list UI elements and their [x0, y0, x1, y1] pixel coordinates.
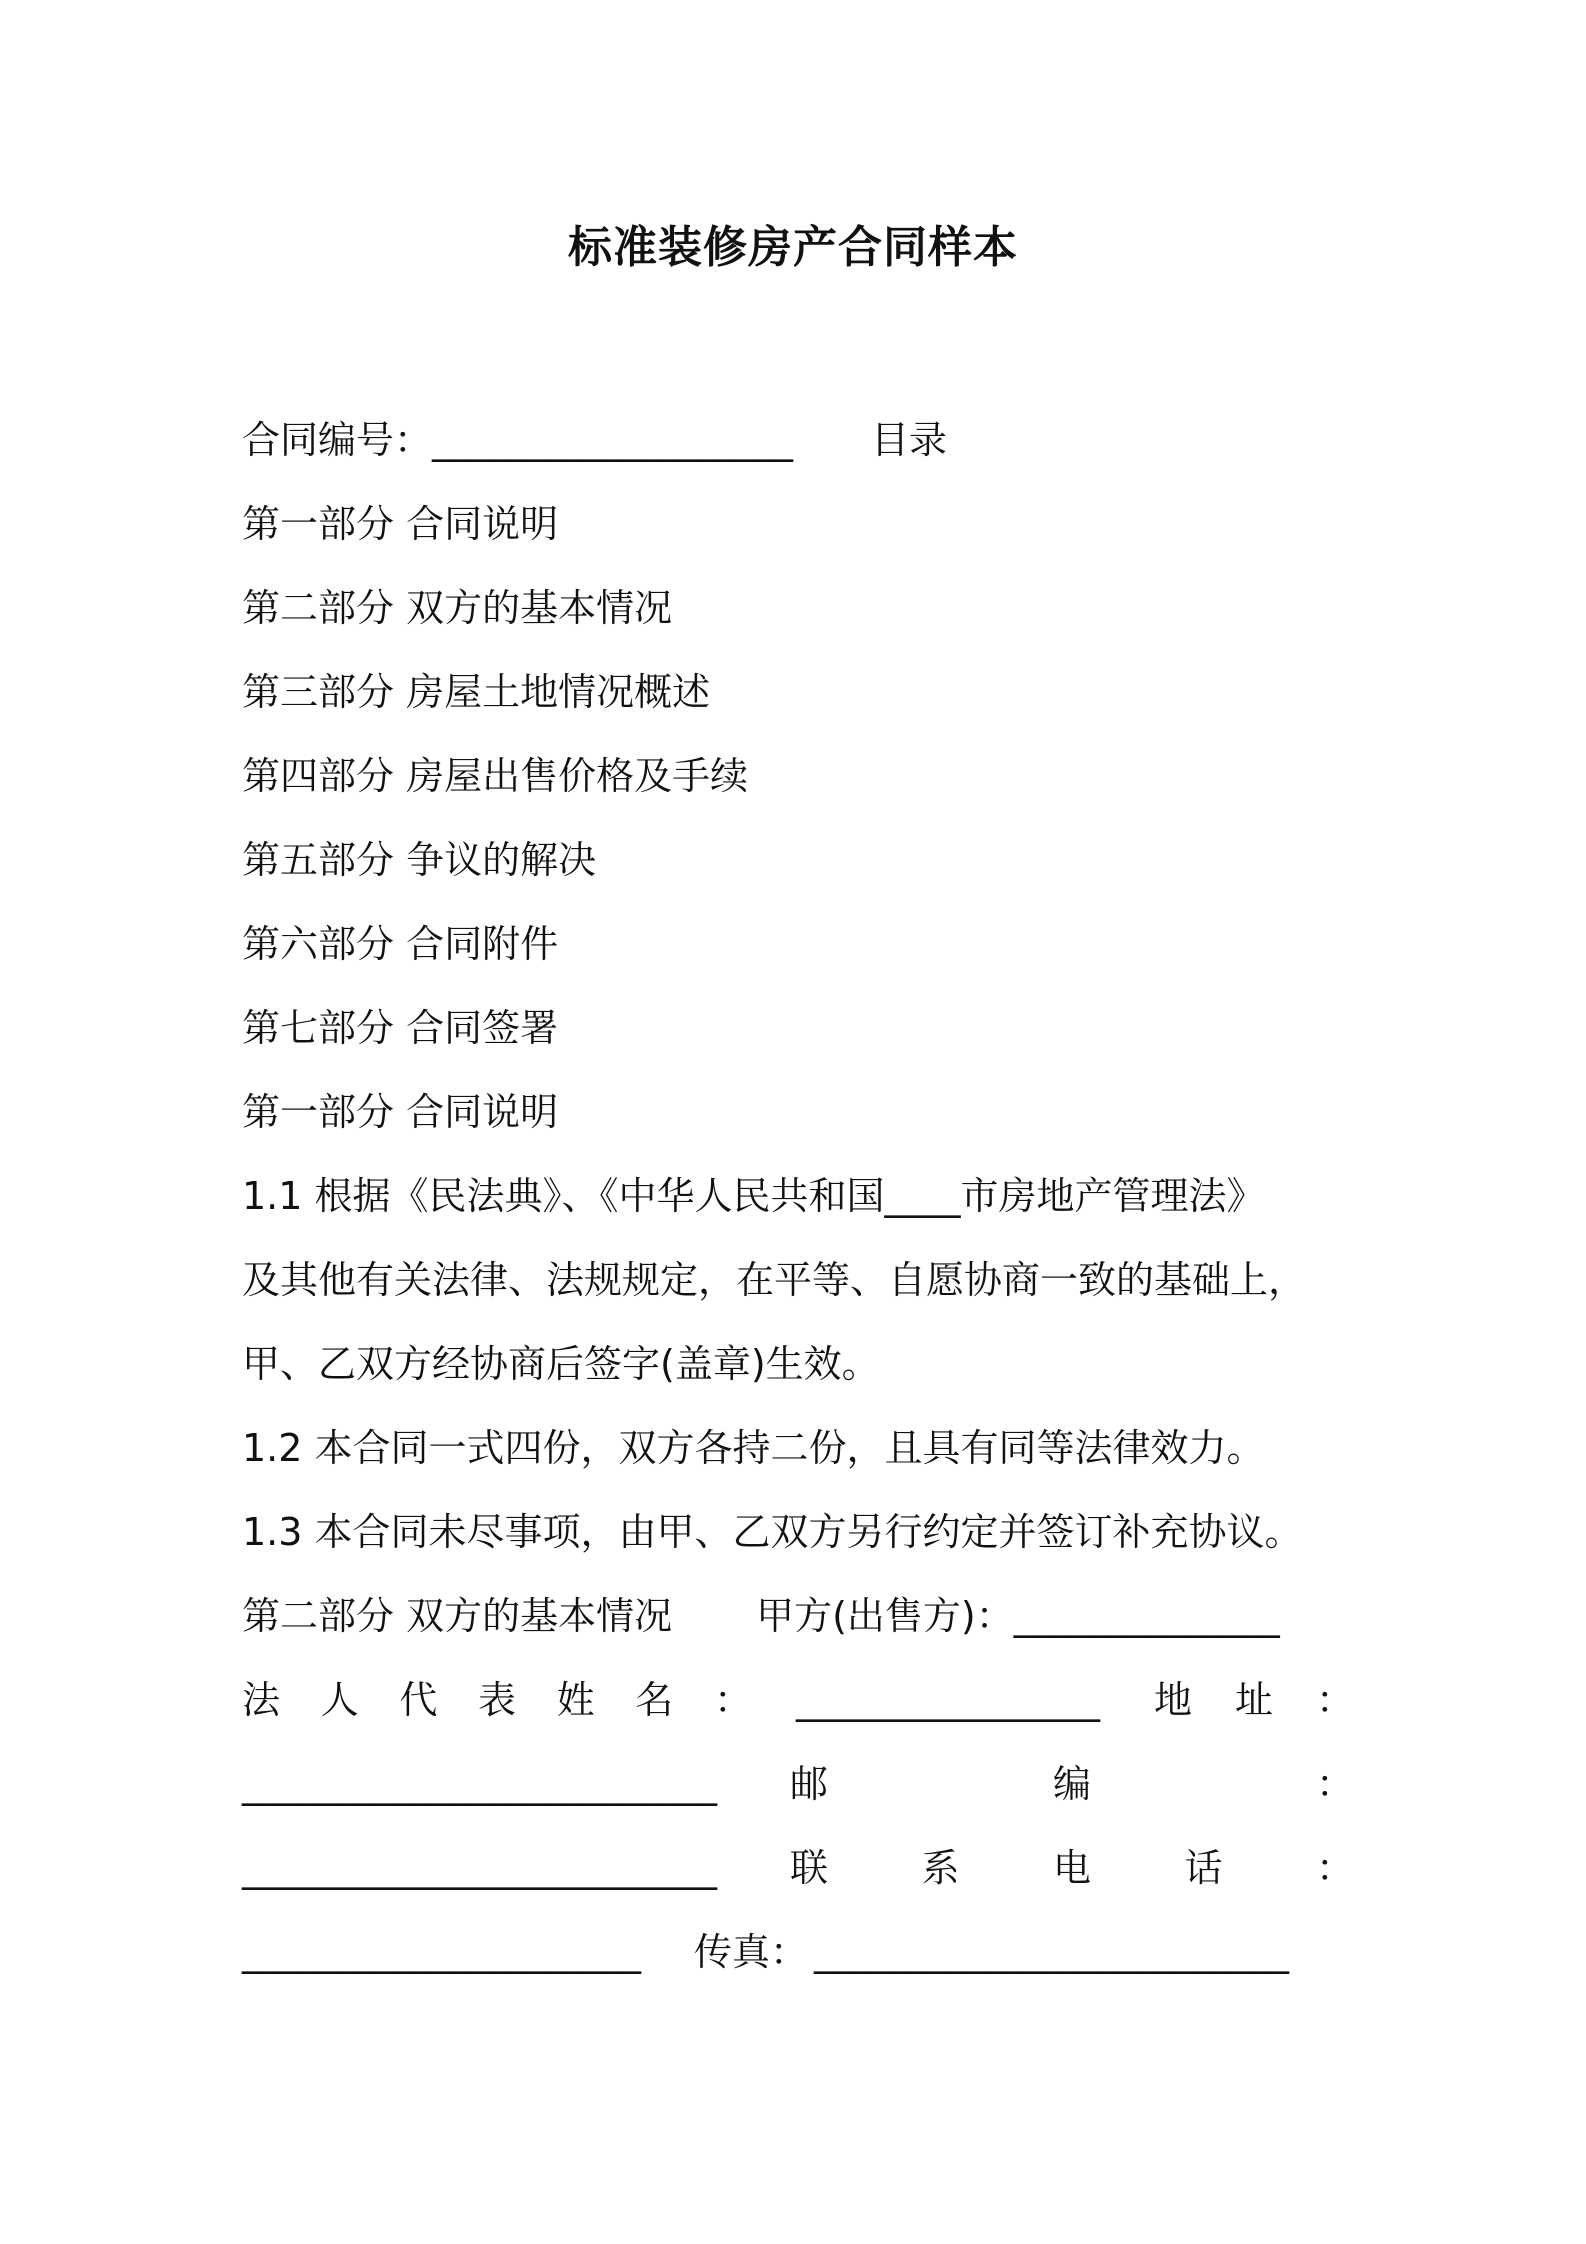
phone-label: 联 系 电 话 ： [790, 1846, 1354, 1890]
party-a-blank: ______________ [1013, 1594, 1280, 1638]
legal-rep-label: 法 人 代 表 姓 名 ： [242, 1678, 752, 1722]
legal-rep-blank: ________________ [796, 1678, 1100, 1722]
clause-1-2: 1.2 本合同一式四份，双方各持二份，且具有同等法律效力。 [242, 1426, 1265, 1470]
toc-item: 第一部分 合同说明 [242, 502, 559, 546]
contract-number-blank: ___________________ [432, 418, 794, 462]
fax-line [242, 1910, 1354, 1994]
toc-item: 第五部分 争议的解决 [242, 838, 597, 882]
section2-line [242, 1574, 1354, 1658]
clause-1-3: 1.3 本合同未尽事项，由甲、乙双方另行约定并签订补充协议。 [242, 1510, 1303, 1554]
toc-item: 第三部分 房屋土地情况概述 [242, 670, 711, 714]
postcode-label: 邮 编 ： [790, 1762, 1354, 1806]
phone-line [242, 1826, 1354, 1910]
toc-item: 第六部分 合同附件 [242, 922, 559, 966]
fax-blank: _________________________ [814, 1930, 1289, 1974]
address-label: 地 址 ： [1154, 1678, 1354, 1722]
contract-number-label: 合同编号： [242, 418, 433, 462]
contract-number-line [242, 398, 1354, 482]
party-a-label: 甲方(出售方)： [756, 1594, 1014, 1638]
phone-blank: _____________________ [242, 1930, 641, 1974]
toc-item: 第七部分 合同签署 [242, 1006, 559, 1050]
toc-label: 目录 [871, 418, 948, 462]
clause-1-1-line-3: 甲、乙双方经协商后签字(盖章)生效。 [242, 1342, 880, 1386]
postcode-line [242, 1742, 1354, 1826]
section-heading: 第一部分 合同说明 [242, 1090, 559, 1134]
fax-label: 传真： [694, 1930, 809, 1974]
document-title: 标准装修房产合同样本 [568, 222, 1018, 273]
address-blank: _________________________ [242, 1762, 717, 1806]
clause-1-1-line-2: 及其他有关法律、法规规定，在平等、自愿协商一致的基础上， [242, 1258, 1307, 1302]
legal-rep-line [242, 1658, 1354, 1742]
toc-item: 第二部分 双方的基本情况 [242, 586, 673, 630]
clause-1-1-line-1: 1.1 根据《民法典》、《中华人民共和国____市房地产管理法》 [242, 1174, 1265, 1218]
toc-item: 第四部分 房屋出售价格及手续 [242, 754, 749, 798]
section-heading: 第二部分 双方的基本情况 [242, 1594, 673, 1638]
postcode-blank: _________________________ [242, 1846, 717, 1890]
